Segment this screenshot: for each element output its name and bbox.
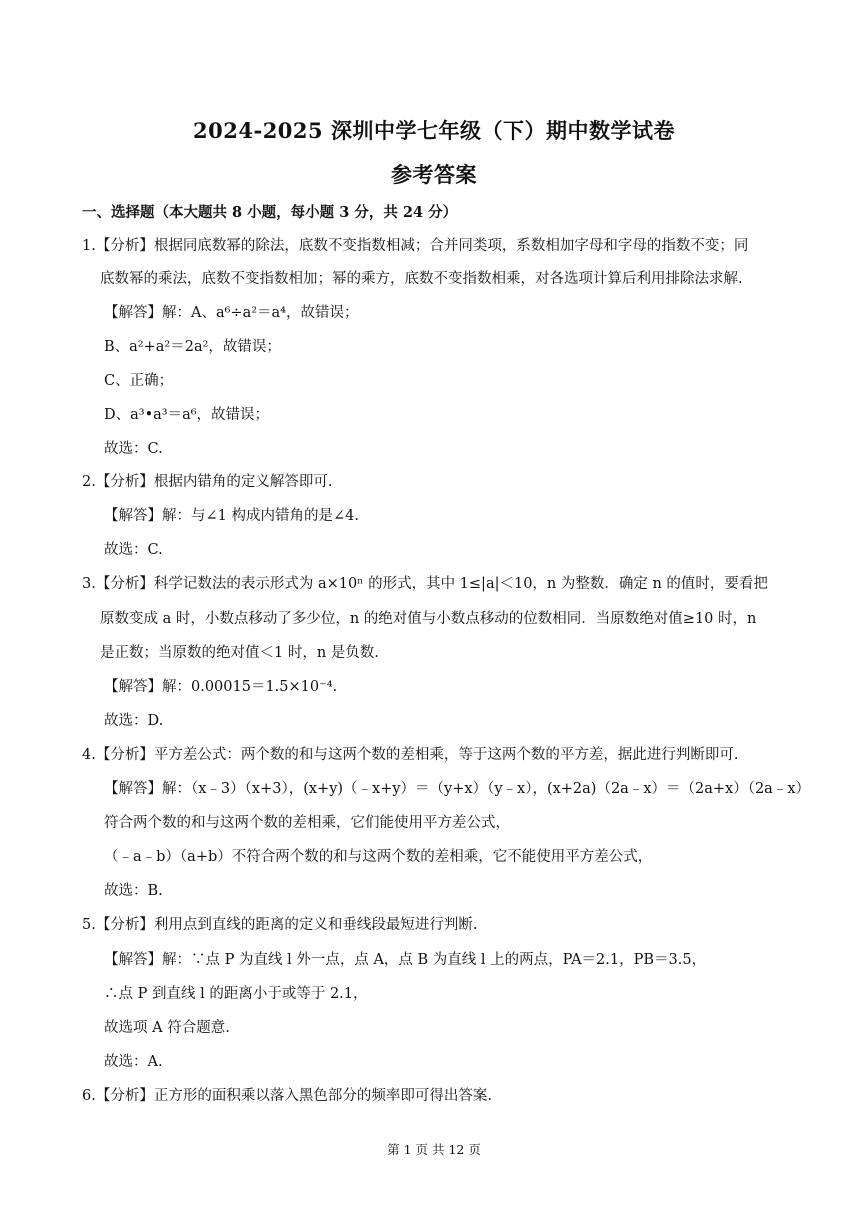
- q2-solution: 【解答】解：与∠1 构成内错角的是∠4.: [104, 508, 359, 524]
- section-heading: 一、选择题（本大题共 8 小题，每小题 3 分，共 24 分）: [82, 204, 458, 221]
- q6-analysis: 6.【分析】正方形的面积乘以落入黑色部分的频率即可得出答案.: [82, 1088, 492, 1104]
- page-footer: 第 1 页 共 12 页: [387, 1142, 481, 1157]
- q3-answer: 故选：D.: [104, 713, 164, 729]
- q1-option-c: C、正确；: [104, 373, 174, 389]
- q2-analysis: 2.【分析】根据内错角的定义解答即可.: [82, 474, 333, 490]
- q1-option-d: D、a³•a³＝a⁶，故错误；: [104, 407, 270, 423]
- q3-analysis-line1: 3.【分析】科学记数法的表示形式为 a×10ⁿ 的形式，其中 1≤|a|＜10，n 为整数．确定 n 的值时，要看把: [82, 576, 768, 592]
- document-subtitle: 参考答案: [391, 162, 477, 187]
- q3-analysis-line2: 原数变成 a 时，小数点移动了多少位，n 的绝对值与小数点移动的位数相同．当原数绝对值≥10 时，n: [100, 611, 757, 627]
- q1-answer: 故选：C.: [104, 441, 163, 457]
- q5-analysis: 5.【分析】利用点到直线的距离的定义和垂线段最短进行判断.: [82, 917, 478, 933]
- q4-solution-line3: （﹣a﹣b）（a+b）不符合两个数的和与这两个数的差相乘，它不能使用平方差公式，: [104, 849, 653, 865]
- q1-option-b: B、a²+a²＝2a²，故错误；: [104, 339, 281, 355]
- q5-solution-line1: 【解答】解：∵点 P 为直线 l 外一点，点 A，点 B 为直线 l 上的两点，PA＝2.1，PB＝3.5，: [104, 952, 707, 968]
- q5-answer: 故选：A.: [104, 1054, 163, 1070]
- q3-analysis-line3: 是正数；当原数的绝对值＜1 时，n 是负数.: [100, 645, 379, 661]
- q5-solution-line2: ∴点 P 到直线 l 的距离小于或等于 2.1，: [104, 986, 368, 1002]
- q1-analysis-line1: 1.【分析】根据同底数幂的除法，底数不变指数相减；合并同类项，系数相加字母和字母的指数不变；同: [82, 238, 749, 254]
- q2-answer: 故选：C.: [104, 542, 163, 558]
- q5-solution-line3: 故选项 A 符合题意.: [104, 1020, 230, 1036]
- q1-analysis-line2: 底数幂的乘法，底数不变指数相加；幂的乘方，底数不变指数相乘，对各选项计算后利用排除法求解.: [100, 271, 743, 287]
- document-title: 2024-2025 深圳中学七年级（下）期中数学试卷: [193, 118, 675, 143]
- q3-solution: 【解答】解：0.00015＝1.5×10⁻⁴.: [104, 679, 338, 695]
- q4-solution-line1: 【解答】解：（x﹣3）（x+3），(x+y)（﹣x+y）＝（y+x）（y﹣x），(x+2a)（2a﹣x）＝（2a+x）（2a﹣x）: [104, 781, 810, 797]
- q4-analysis: 4.【分析】平方差公式：两个数的和与这两个数的差相乘，等于这两个数的平方差，据此进行判断即可.: [82, 747, 739, 763]
- q4-answer: 故选：B.: [104, 883, 163, 899]
- q1-solution: 【解答】解：A、a⁶÷a²＝a⁴，故错误；: [104, 305, 359, 321]
- q4-solution-line2: 符合两个数的和与这两个数的差相乘，它们能使用平方差公式，: [104, 815, 510, 831]
